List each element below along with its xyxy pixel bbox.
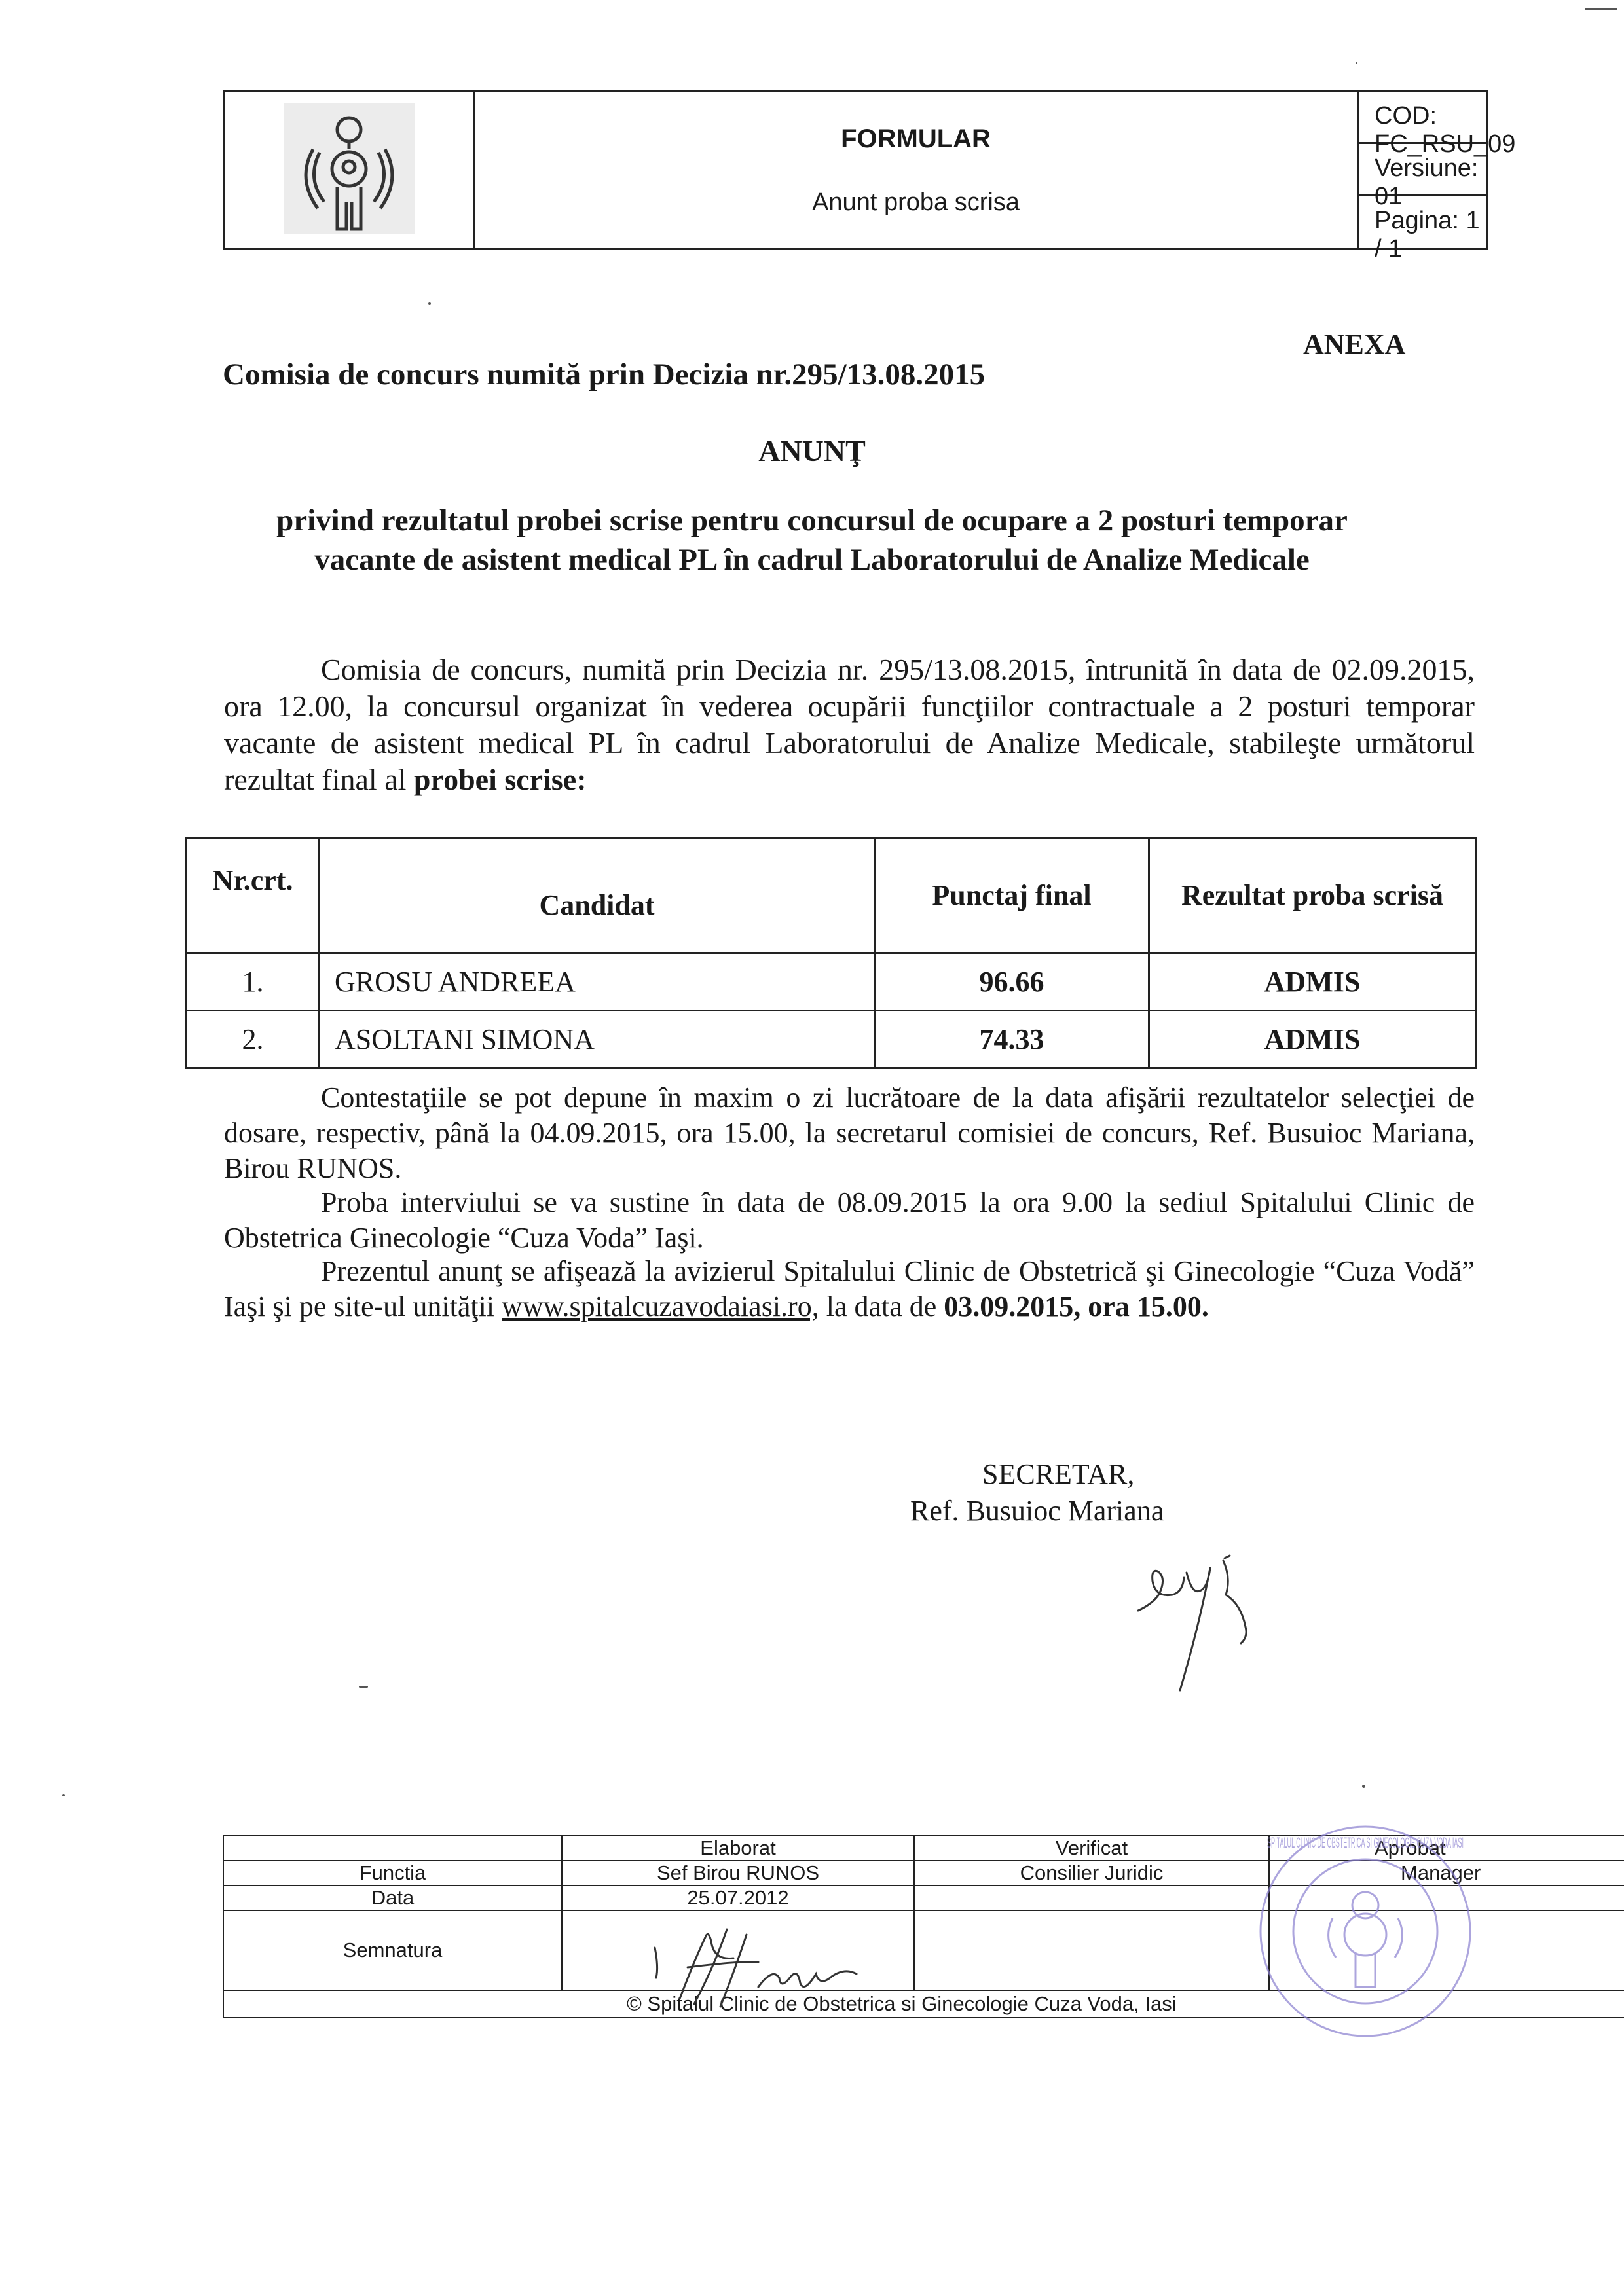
approval-corner — [223, 1836, 562, 1861]
document-title: ANUNŢ — [758, 434, 866, 467]
anexa-label: ANEXA — [1303, 328, 1406, 360]
comisia-heading: Comisia de concurs numită prin Decizia nr.295/13.08.2015 — [223, 357, 986, 392]
table-row — [187, 1011, 1476, 1068]
form-code: COD: FC_RSU_09 — [1359, 92, 1486, 144]
intro-text: Comisia de concurs, numită prin Decizia nr. 295/13.08.2015, întrunită în data de 02.09.2015, ora 12.00, la concursul organizat în vederea ocupării funcţiilor contractuale a 2 posturi temporar vacante de asistent medical PL în cadrul Laboratorului de Analize Medicale, stabileşte următorul rezultat final al — [224, 653, 1475, 796]
row-candidat: ASOLTANI SIMONA — [320, 1011, 875, 1068]
scan-speck — [62, 1794, 65, 1796]
row-rezultat: ADMIS — [1149, 953, 1476, 1011]
row-nr: 2. — [187, 1011, 320, 1068]
afisare-text-mid: la data de — [819, 1290, 944, 1322]
header-punctaj: Punctaj final — [875, 838, 1149, 953]
secretar-title: SECRETAR, — [982, 1458, 1135, 1490]
subject-line-1: privind rezultatul probei scrise pentru concursul de ocupare a 2 posturi temporar — [276, 503, 1348, 538]
subject-line-2: vacante de asistent medical PL în cadrul Laboratorului de Analize Medicale — [314, 543, 1310, 577]
scan-speck — [1585, 8, 1617, 10]
semnatura-label: Semnatura — [223, 1910, 562, 1990]
table-row — [187, 953, 1476, 1011]
functia-label: Functia — [223, 1861, 562, 1886]
form-subtitle: Anunt proba scrisa — [812, 189, 1020, 216]
document-subject — [196, 501, 1428, 579]
approval-verificat: Verificat — [914, 1836, 1269, 1861]
row-rezultat: ADMIS — [1149, 1011, 1476, 1068]
interviu-paragraph: Proba interviului se va sustine în data de 08.09.2015 la ora 9.00 la sediul Spitalului Clinic de Obstetrica Ginecologie “Cuza Voda” Iaşi. — [224, 1186, 1475, 1254]
hospital-stamp-icon — [1247, 1813, 1483, 2049]
scan-speck — [359, 1686, 368, 1688]
form-header — [223, 90, 1516, 263]
logo-cell — [225, 92, 475, 248]
afisare-date: 03.09.2015, ora 15.00. — [944, 1290, 1209, 1322]
scan-speck — [1356, 62, 1357, 64]
form-version: Versiune: 01 — [1359, 144, 1486, 196]
contestatii-paragraph: Contestaţiile se pot depune în maxim o zi lucrătoare de la data afişării rezultatelor selecţiei de dosare, respectiv, până la 04.09.2015, ora 15.00, la secretarul comisiei de concurs, Ref. Busuioc Mariana, Birou RUNOS. — [224, 1082, 1475, 1184]
secretar-name: Ref. Busuioc Mariana — [910, 1495, 1164, 1527]
intro-paragraph — [224, 651, 1475, 798]
header-nr: Nr.crt. — [187, 838, 320, 953]
row-punctaj: 74.33 — [875, 1011, 1149, 1068]
hospital-mother-child-logo-icon — [284, 103, 415, 234]
secretar-signature-icon — [1126, 1532, 1283, 1702]
data-elaborat: 25.07.2012 — [562, 1886, 914, 1910]
form-page: Pagina: 1 / 1 — [1375, 207, 1480, 263]
copyright-text: © Spitalul Clinic de Obstetrica si Ginecologie Cuza Voda, Iasi — [223, 1990, 1624, 2018]
header-rezultat: Rezultat proba scrisă — [1149, 838, 1476, 953]
form-title-cell — [475, 92, 1359, 248]
functia-aprobat: Manager — [1269, 1861, 1624, 1886]
data-label: Data — [223, 1886, 562, 1910]
row-nr: 1. — [187, 953, 320, 1011]
stamp-ring-text: SPITALUL CLINIC DE OBSTETRICA SI GINECOLOGIE CUZA VODA IASI — [1267, 1834, 1464, 1851]
form-title: FORMULAR — [841, 124, 991, 153]
elaborat-signature-icon — [648, 1922, 864, 2013]
scan-speck — [428, 302, 431, 305]
approval-elaborat: Elaborat — [562, 1836, 914, 1861]
functia-elaborat: Sef Birou RUNOS — [562, 1861, 914, 1886]
form-code-cell — [1359, 92, 1516, 263]
results-table — [185, 837, 1477, 1069]
functia-verificat: Consilier Juridic — [914, 1861, 1269, 1886]
scan-speck — [1362, 1785, 1365, 1788]
afisare-paragraph — [224, 1254, 1475, 1324]
website-link[interactable]: www.spitalcuzavodaiasi.ro, — [502, 1290, 819, 1322]
results-header-row — [187, 838, 1476, 953]
data-verificat — [914, 1886, 1269, 1910]
afisare-text-start: Prezentul anunţ se afişează la avizierul Spitalului Clinic de Obstetrică şi Ginecologie “Cuza Vodă” Iaşi şi pe site-ul unităţii — [224, 1255, 1475, 1322]
intro-bold: probei scrise: — [413, 763, 587, 796]
semnatura-verificat — [914, 1910, 1269, 1990]
header-candidat: Candidat — [320, 838, 875, 953]
row-candidat: GROSU ANDREEA — [320, 953, 875, 1011]
row-punctaj: 96.66 — [875, 953, 1149, 1011]
approval-aprobat: Aprobat — [1269, 1836, 1624, 1861]
